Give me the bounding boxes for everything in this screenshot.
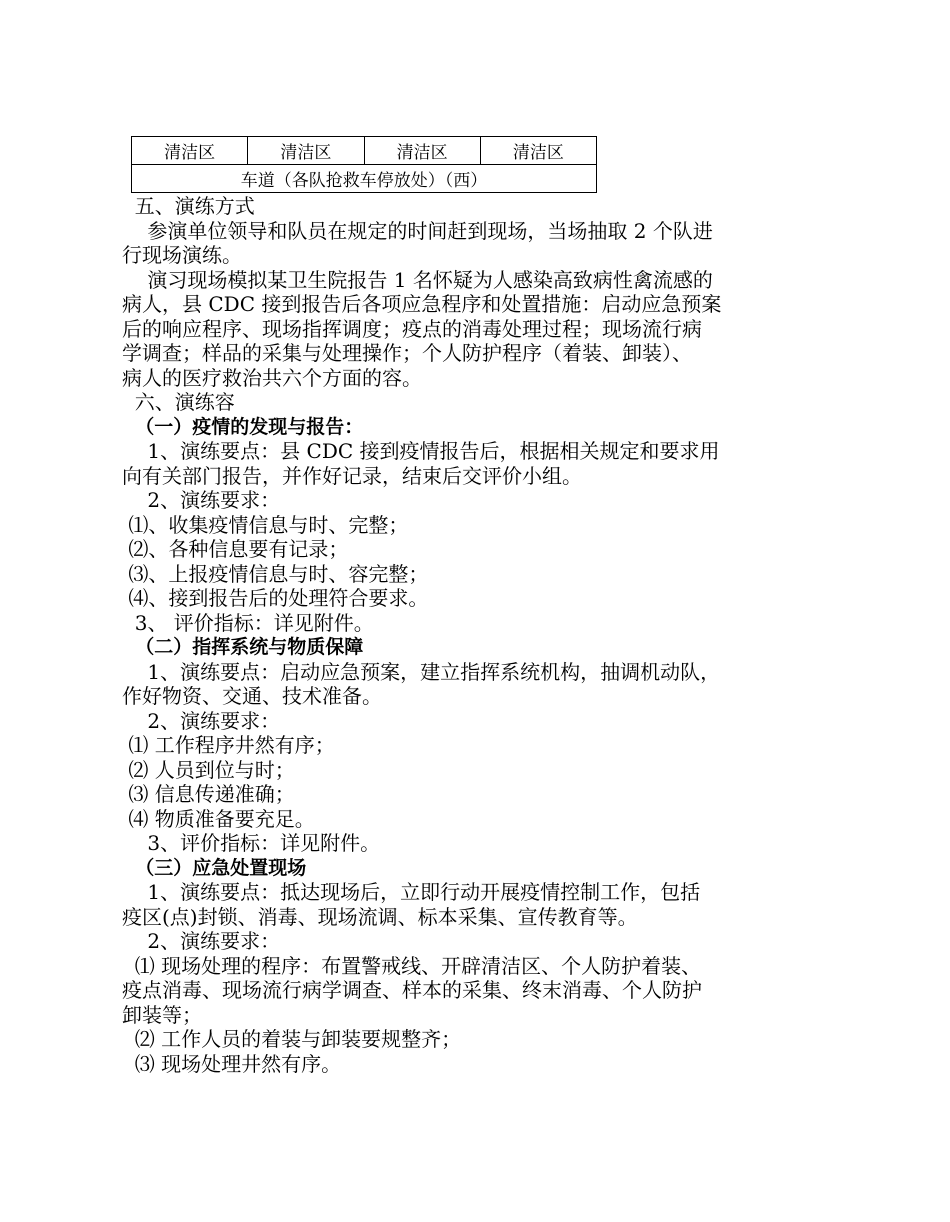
text-line: 3、评价指标：详见附件。: [122, 831, 381, 855]
table-row: [132, 137, 597, 165]
text-line: ⑵、各种信息要有记录；: [122, 537, 349, 561]
text-line: 1、演练要点：县 CDC 接到疫情报告后，根据相关规定和要求用: [122, 439, 720, 463]
text-line: 疫区(点)封锁、消毒、现场流调、标本采集、宣传教育等。: [122, 904, 638, 929]
text-line: ⑵ 人员到位与时；: [122, 757, 295, 782]
section-heading: （三）应急处置现场: [122, 856, 307, 879]
text-line: 学调查；样品的采集与处理操作；个人防护程序（着装、卸装）、: [122, 341, 692, 365]
text-line: 卸装等；: [122, 1002, 202, 1027]
text-line: 演习现场模拟某卫生院报告 1 名怀疑为人感染高致病性禽流感的: [122, 267, 713, 292]
text-line: 后的响应程序、现场指挥调度；疫点的消毒处理过程；现场流行病: [122, 316, 702, 341]
text-line: ⑴ 工作程序井然有序；: [122, 733, 335, 757]
text-line: 2、演练要求：: [122, 488, 281, 512]
text-line: ⑵ 工作人员的着装与卸装要规整齐；: [122, 1027, 462, 1051]
table-cell-clean-zone: 清洁区: [480, 137, 596, 165]
text-line: ⑷ 物质准备要充足。: [122, 806, 315, 831]
text-line: ⑷、接到报告后的处理符合要求。: [122, 586, 429, 610]
text-line: 参演单位领导和队员在规定的时间赶到现场，当场抽取 2 个队进: [122, 218, 713, 243]
table-cell-road: 车道（各队抢救车停放处）（西）: [132, 165, 597, 193]
text-line: 五、演练方式: [122, 194, 255, 218]
table-cell-clean-zone: 清洁区: [248, 137, 364, 165]
text-line: ⑶ 信息传递准确；: [122, 782, 295, 806]
text-line: 作好物资、交通、技术准备。: [122, 684, 382, 708]
section-heading: （二）指挥系统与物质保障: [122, 636, 364, 658]
table-cell-clean-zone: 清洁区: [364, 137, 480, 165]
text-line: 行现场演练。: [122, 243, 242, 267]
text-line: ⑴ 现场处理的程序：布置警戒线、开辟清洁区、个人防护着装、: [122, 953, 702, 978]
text-line: 1、演练要点：抵达现场后，立即行动开展疫情控制工作，包括: [122, 880, 701, 904]
text-line: 3、 评价指标：详见附件。: [122, 610, 374, 635]
text-line: ⑶、上报疫情信息与时、容完整；: [122, 561, 429, 586]
document-body: [122, 194, 842, 1076]
text-line: ⑴、收集疫情信息与时、完整；: [122, 512, 409, 537]
site-layout-table: [131, 136, 597, 193]
text-line: 病人的医疗救治共六个方面的容。: [122, 365, 422, 390]
table-row: [132, 165, 597, 193]
text-line: 六、演练容: [122, 390, 235, 414]
text-line: ⑶ 现场处理井然有序。: [122, 1051, 342, 1076]
text-line: 病人，县 CDC 接到报告后各项应急程序和处置措施：启动应急预案: [122, 292, 722, 316]
text-line: 2、演练要求：: [122, 929, 281, 953]
text-line: 1、演练要点：启动应急预案，建立指挥系统机构，抽调机动队，: [122, 659, 721, 684]
text-line: 2、演练要求：: [122, 708, 281, 733]
section-heading: （一）疫情的发现与报告：: [122, 415, 364, 438]
text-line: 向有关部门报告，并作好记录，结束后交评价小组。: [122, 463, 582, 488]
text-line: 疫点消毒、现场流行病学调查、样本的采集、终末消毒、个人防护: [122, 978, 702, 1002]
table-cell-clean-zone: 清洁区: [132, 137, 248, 165]
